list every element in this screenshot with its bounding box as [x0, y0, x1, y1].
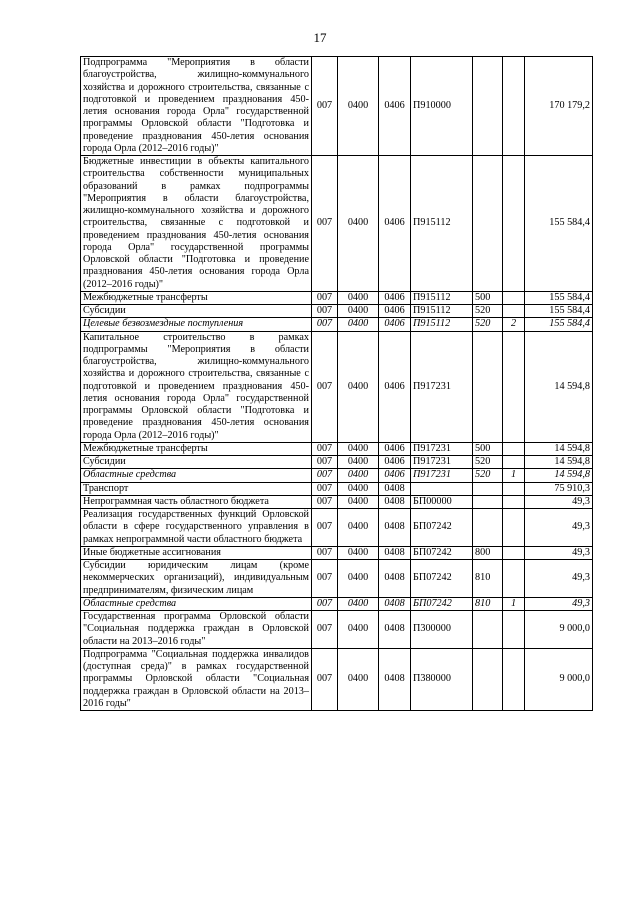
- row-section-code-cell: 0400: [338, 611, 379, 649]
- row-funding-source-cell: [503, 611, 525, 649]
- row-target-article-cell: П300000: [411, 611, 473, 649]
- row-funding-source-cell: [503, 648, 525, 710]
- row-section-code-cell: 0400: [338, 469, 379, 482]
- row-subsection-code-cell: 0408: [379, 597, 411, 610]
- row-subsection-code-cell: 0406: [379, 442, 411, 455]
- row-ministry-code-cell: 007: [312, 291, 338, 304]
- row-name-cell: Целевые безвозмездные поступления: [81, 318, 312, 331]
- row-section-code-cell: 0400: [338, 509, 379, 547]
- row-target-article-cell: П915112: [411, 156, 473, 292]
- table-row: [81, 597, 593, 610]
- row-name-cell: Межбюджетные трансферты: [81, 291, 312, 304]
- row-section-code-cell: 0400: [338, 156, 379, 292]
- row-name-cell: Иные бюджетные ассигнования: [81, 546, 312, 559]
- row-expense-type-cell: 810: [473, 597, 503, 610]
- row-expense-type-cell: 500: [473, 442, 503, 455]
- row-amount-cell: 49,3: [525, 495, 593, 508]
- row-ministry-code-cell: 007: [312, 482, 338, 495]
- row-subsection-code-cell: 0408: [379, 482, 411, 495]
- row-amount-cell: 75 910,3: [525, 482, 593, 495]
- row-funding-source-cell: [503, 291, 525, 304]
- row-ministry-code-cell: 007: [312, 560, 338, 598]
- row-funding-source-cell: [503, 482, 525, 495]
- row-subsection-code-cell: 0408: [379, 560, 411, 598]
- row-target-article-cell: БП07242: [411, 560, 473, 598]
- row-amount-cell: 14 594,8: [525, 331, 593, 442]
- table-row: [81, 509, 593, 547]
- row-amount-cell: 155 584,4: [525, 291, 593, 304]
- row-amount-cell: 155 584,4: [525, 305, 593, 318]
- row-subsection-code-cell: 0408: [379, 648, 411, 710]
- row-amount-cell: 14 594,8: [525, 469, 593, 482]
- row-target-article-cell: П915112: [411, 318, 473, 331]
- row-name-cell: Бюджетные инвестиции в объекты капитального строительства собственности муниципальных образований в рамках подпрограммы "Мероприятия в области благоустройства, жилищно-коммунального хозяйства и дорожного строительства, связанные с подготовкой и проведением празднования 450-летия основания города Орла" государственной программы Орловской области "Подготовка и проведение празднования 450-летия основания города Орла (2012–2016 годы)": [81, 156, 312, 292]
- row-funding-source-cell: [503, 560, 525, 598]
- row-amount-cell: 49,3: [525, 546, 593, 559]
- row-funding-source-cell: 1: [503, 469, 525, 482]
- row-subsection-code-cell: 0408: [379, 611, 411, 649]
- row-funding-source-cell: [503, 546, 525, 559]
- table-row: [81, 291, 593, 304]
- row-subsection-code-cell: 0406: [379, 318, 411, 331]
- row-expense-type-cell: [473, 509, 503, 547]
- row-amount-cell: 9 000,0: [525, 611, 593, 649]
- row-name-cell: Подпрограмма "Мероприятия в области благоустройства, жилищно-коммунального хозяйства и дорожного строительства, связанные с подготовкой и проведением празднования 450-летия основания города Орла" государственной программы Орловской области "Подготовка и проведение празднования 450-летия основания города Орла (2012–2016 годы)": [81, 57, 312, 156]
- row-ministry-code-cell: 007: [312, 305, 338, 318]
- row-section-code-cell: 0400: [338, 546, 379, 559]
- row-funding-source-cell: [503, 456, 525, 469]
- row-name-cell: Межбюджетные трансферты: [81, 442, 312, 455]
- row-funding-source-cell: 2: [503, 318, 525, 331]
- row-target-article-cell: БП00000: [411, 495, 473, 508]
- row-name-cell: Субсидии: [81, 305, 312, 318]
- row-ministry-code-cell: 007: [312, 456, 338, 469]
- row-name-cell: Областные средства: [81, 469, 312, 482]
- row-name-cell: Реализация государственных функций Орловской области в сфере государственного управления в рамках непрограммной части областного бюджета: [81, 509, 312, 547]
- row-expense-type-cell: [473, 482, 503, 495]
- row-expense-type-cell: [473, 57, 503, 156]
- row-section-code-cell: 0400: [338, 305, 379, 318]
- row-funding-source-cell: [503, 331, 525, 442]
- row-section-code-cell: 0400: [338, 318, 379, 331]
- table-row: [81, 156, 593, 292]
- row-amount-cell: 49,3: [525, 560, 593, 598]
- row-section-code-cell: 0400: [338, 482, 379, 495]
- row-funding-source-cell: [503, 509, 525, 547]
- row-subsection-code-cell: 0408: [379, 495, 411, 508]
- row-target-article-cell: П380000: [411, 648, 473, 710]
- table-row: [81, 611, 593, 649]
- row-target-article-cell: БП07242: [411, 509, 473, 547]
- row-ministry-code-cell: 007: [312, 318, 338, 331]
- row-ministry-code-cell: 007: [312, 611, 338, 649]
- table-row: [81, 305, 593, 318]
- row-amount-cell: 9 000,0: [525, 648, 593, 710]
- row-ministry-code-cell: 007: [312, 495, 338, 508]
- row-subsection-code-cell: 0406: [379, 456, 411, 469]
- row-amount-cell: 49,3: [525, 509, 593, 547]
- row-expense-type-cell: [473, 156, 503, 292]
- row-expense-type-cell: 520: [473, 318, 503, 331]
- row-expense-type-cell: [473, 611, 503, 649]
- row-subsection-code-cell: 0408: [379, 546, 411, 559]
- row-target-article-cell: П915112: [411, 305, 473, 318]
- row-amount-cell: 14 594,8: [525, 456, 593, 469]
- table-row: [81, 482, 593, 495]
- row-target-article-cell: П917231: [411, 442, 473, 455]
- row-subsection-code-cell: 0406: [379, 291, 411, 304]
- row-subsection-code-cell: 0406: [379, 57, 411, 156]
- row-expense-type-cell: [473, 495, 503, 508]
- row-amount-cell: 155 584,4: [525, 156, 593, 292]
- budget-table: [80, 56, 593, 711]
- row-subsection-code-cell: 0406: [379, 305, 411, 318]
- row-section-code-cell: 0400: [338, 57, 379, 156]
- row-target-article-cell: П917231: [411, 469, 473, 482]
- row-target-article-cell: БП07242: [411, 597, 473, 610]
- table-row: [81, 546, 593, 559]
- row-target-article-cell: [411, 482, 473, 495]
- row-subsection-code-cell: 0408: [379, 509, 411, 547]
- row-expense-type-cell: 520: [473, 305, 503, 318]
- page-number: 17: [313, 30, 327, 45]
- row-target-article-cell: П917231: [411, 456, 473, 469]
- table-row: [81, 560, 593, 598]
- row-section-code-cell: 0400: [338, 456, 379, 469]
- row-funding-source-cell: [503, 156, 525, 292]
- row-ministry-code-cell: 007: [312, 597, 338, 610]
- row-name-cell: Областные средства: [81, 597, 312, 610]
- row-ministry-code-cell: 007: [312, 57, 338, 156]
- row-name-cell: Непрограммная часть областного бюджета: [81, 495, 312, 508]
- row-name-cell: Субсидии юридическим лицам (кроме некоммерческих организаций), индивидуальным предпринимателям, физическим лицам: [81, 560, 312, 598]
- row-ministry-code-cell: 007: [312, 442, 338, 455]
- row-funding-source-cell: [503, 57, 525, 156]
- row-expense-type-cell: [473, 648, 503, 710]
- row-amount-cell: 170 179,2: [525, 57, 593, 156]
- row-section-code-cell: 0400: [338, 597, 379, 610]
- row-funding-source-cell: [503, 305, 525, 318]
- budget-table-body: [81, 57, 593, 711]
- row-target-article-cell: П915112: [411, 291, 473, 304]
- row-section-code-cell: 0400: [338, 560, 379, 598]
- row-name-cell: Государственная программа Орловской области "Социальная поддержка граждан в Орловской области на 2013–2016 годы": [81, 611, 312, 649]
- row-expense-type-cell: 520: [473, 469, 503, 482]
- row-section-code-cell: 0400: [338, 291, 379, 304]
- row-section-code-cell: 0400: [338, 442, 379, 455]
- row-name-cell: Капитальное строительство в рамках подпрограммы "Мероприятия в области благоустройства, жилищно-коммунального хозяйства и дорожного строительства, связанные с подготовкой и проведением празднования 450-летия основания города Орла" государственной программы Орловской области "Подготовка и проведение празднования 450-летия основания города Орла (2012–2016 годы)": [81, 331, 312, 442]
- row-funding-source-cell: [503, 442, 525, 455]
- row-subsection-code-cell: 0406: [379, 469, 411, 482]
- table-row: [81, 318, 593, 331]
- row-name-cell: Субсидии: [81, 456, 312, 469]
- row-expense-type-cell: 810: [473, 560, 503, 598]
- row-name-cell: Подпрограмма "Социальная поддержка инвалидов (доступная среда)" в рамках государственной программы Орловской области "Социальная поддержка граждан в Орловской области на 2013–2016 годы": [81, 648, 312, 710]
- table-row: [81, 456, 593, 469]
- row-section-code-cell: 0400: [338, 495, 379, 508]
- row-expense-type-cell: 800: [473, 546, 503, 559]
- row-expense-type-cell: 520: [473, 456, 503, 469]
- row-subsection-code-cell: 0406: [379, 156, 411, 292]
- row-expense-type-cell: 500: [473, 291, 503, 304]
- row-ministry-code-cell: 007: [312, 331, 338, 442]
- row-name-cell: Транспорт: [81, 482, 312, 495]
- row-section-code-cell: 0400: [338, 331, 379, 442]
- row-target-article-cell: П917231: [411, 331, 473, 442]
- row-subsection-code-cell: 0406: [379, 331, 411, 442]
- row-ministry-code-cell: 007: [312, 509, 338, 547]
- row-funding-source-cell: [503, 495, 525, 508]
- row-ministry-code-cell: 007: [312, 546, 338, 559]
- table-row: [81, 469, 593, 482]
- row-ministry-code-cell: 007: [312, 156, 338, 292]
- table-row: [81, 442, 593, 455]
- row-amount-cell: 14 594,8: [525, 442, 593, 455]
- row-amount-cell: 155 584,4: [525, 318, 593, 331]
- row-target-article-cell: П910000: [411, 57, 473, 156]
- row-target-article-cell: БП07242: [411, 546, 473, 559]
- row-ministry-code-cell: 007: [312, 469, 338, 482]
- table-row: [81, 648, 593, 710]
- table-row: [81, 57, 593, 156]
- row-expense-type-cell: [473, 331, 503, 442]
- row-funding-source-cell: 1: [503, 597, 525, 610]
- row-section-code-cell: 0400: [338, 648, 379, 710]
- table-row: [81, 331, 593, 442]
- table-row: [81, 495, 593, 508]
- row-ministry-code-cell: 007: [312, 648, 338, 710]
- row-amount-cell: 49,3: [525, 597, 593, 610]
